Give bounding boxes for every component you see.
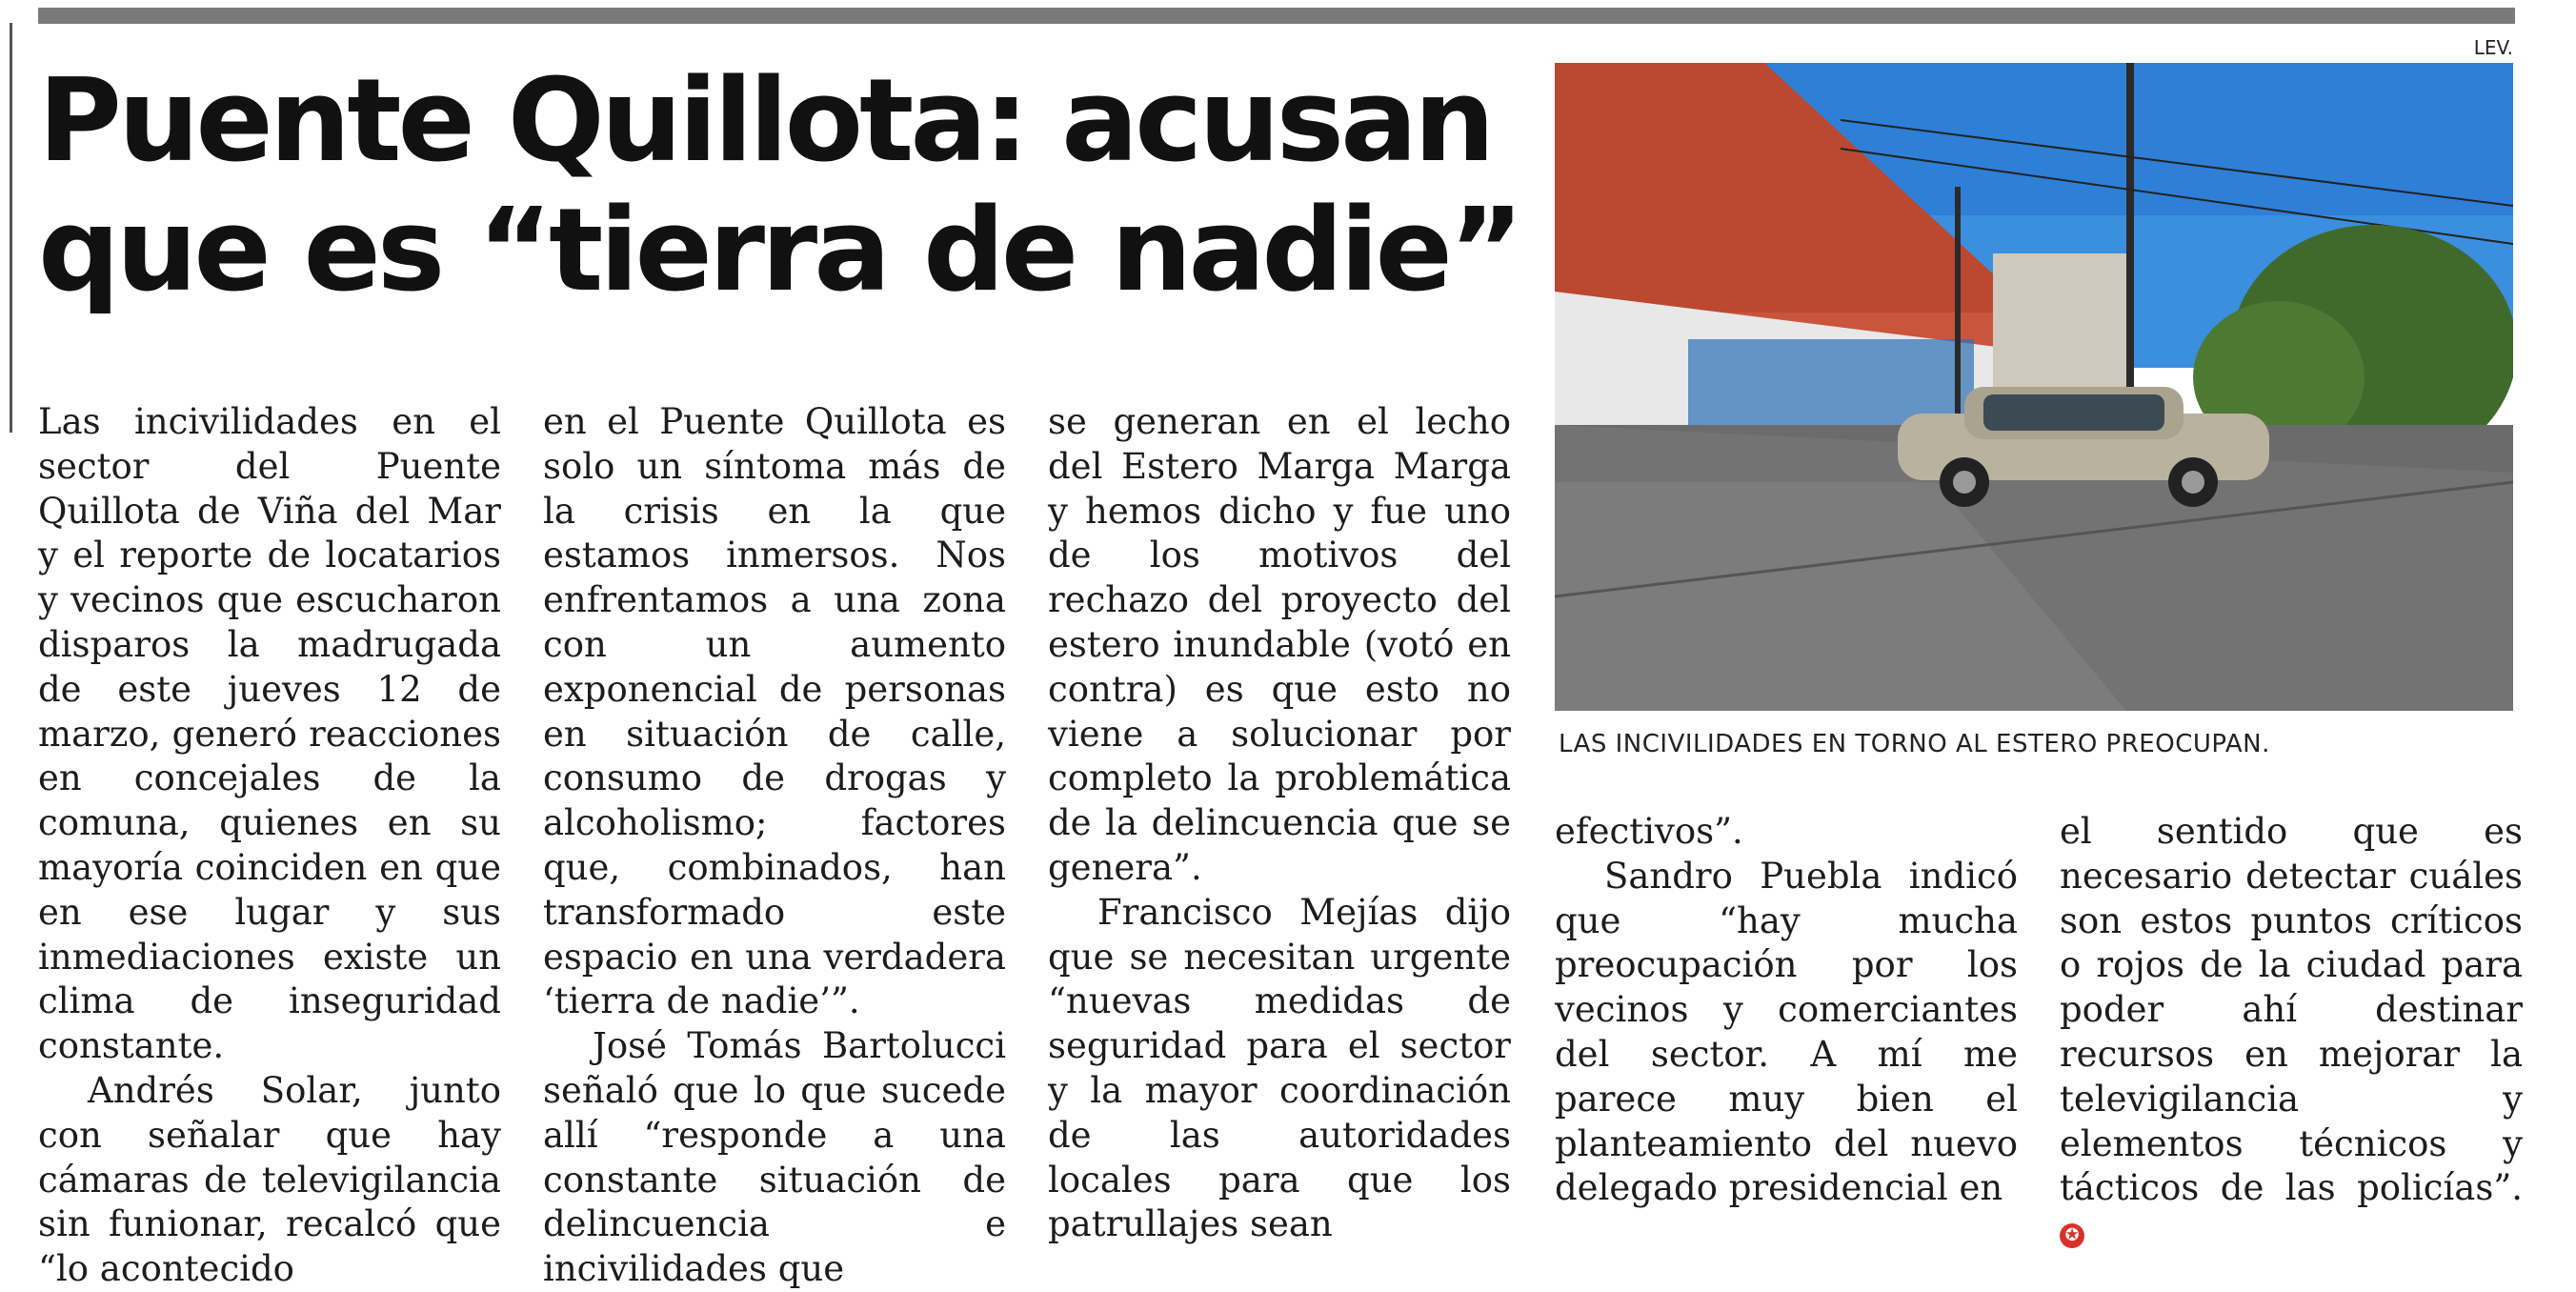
photo-caption: LAS INCIVILIDADES EN TORNO AL ESTERO PREOCUPAN. — [1559, 730, 2270, 758]
paragraph: Andrés Solar, junto con señalar que hay cámaras de televigilancia sin funionar, recalcó que “lo acontecido — [38, 1069, 501, 1290]
paragraph: José Tomás Bartolucci señaló que lo que sucede allí “responde a una constante situación de delincuencia e incivilidades que — [543, 1025, 1006, 1290]
paragraph — [2060, 810, 2523, 1256]
paragraph: efectivos”. — [1555, 811, 1743, 852]
article-column-3 — [1048, 400, 1511, 1247]
article-column-2 — [543, 400, 1006, 1292]
paragraph: Las incivilidades en el sector del Puente Quillota de Viña del Mar y el reporte de locatarios y vecinos que escucharon disparos la madrugada de este jueves 12 de marzo, generó reacciones en concejales de la comuna, quienes en su mayoría coinciden en que en ese lugar y sus inmediaciones existe un clima de inseguridad constante. — [38, 401, 501, 1067]
paragraph: se generan en el lecho del Estero Marga Marga y hemos dicho y fue uno de los motivos del rechazo del proyecto del estero inundable (votó en contra) es que esto no viene a solucionar por completo la problemática de la delincuencia que se genera”. — [1048, 401, 1511, 888]
photo-credit: LEV. — [2473, 36, 2513, 59]
street-photo — [1555, 63, 2513, 711]
article-column-4 — [1555, 810, 2018, 1211]
paragraph-text: el sentido que es necesario detectar cuáles son estos puntos críticos o rojos de la ciudad para poder ahí destinar recursos en mejorar la televigilancia y elementos técnicos y tácticos de las policías”. — [2060, 811, 2523, 1209]
paragraph: Sandro Puebla indicó que “hay mucha preocupación por los vecinos y comerciantes del sector. A mí me parece muy bien el planteamiento del nuevo delegado presidencial en — [1555, 855, 2018, 1209]
headline: Puente Quillota: acusan que es “tierra de nadie” — [38, 55, 1520, 317]
end-of-article-icon: ✪ — [2060, 1223, 2084, 1248]
article-column-1 — [38, 400, 501, 1292]
paragraph: Francisco Mejías dijo que se necesitan urgente “nuevas medidas de seguridad para el sector y la mayor coordinación de las autoridades locales para que los patrullajes sean — [1048, 891, 1511, 1245]
left-rule — [10, 23, 12, 433]
article-column-5 — [2060, 810, 2523, 1256]
top-rule — [38, 8, 2515, 24]
paragraph: en el Puente Quillota es solo un síntoma más de la crisis en la que estamos inmersos. Nos enfrentamos a una zona con un aumento exponencial de personas en situación de calle, consumo de drogas y alcoholismo; factores que, combinados, han transformado este espacio en una verdadera ‘tierra de nadie’”. — [543, 401, 1006, 1022]
